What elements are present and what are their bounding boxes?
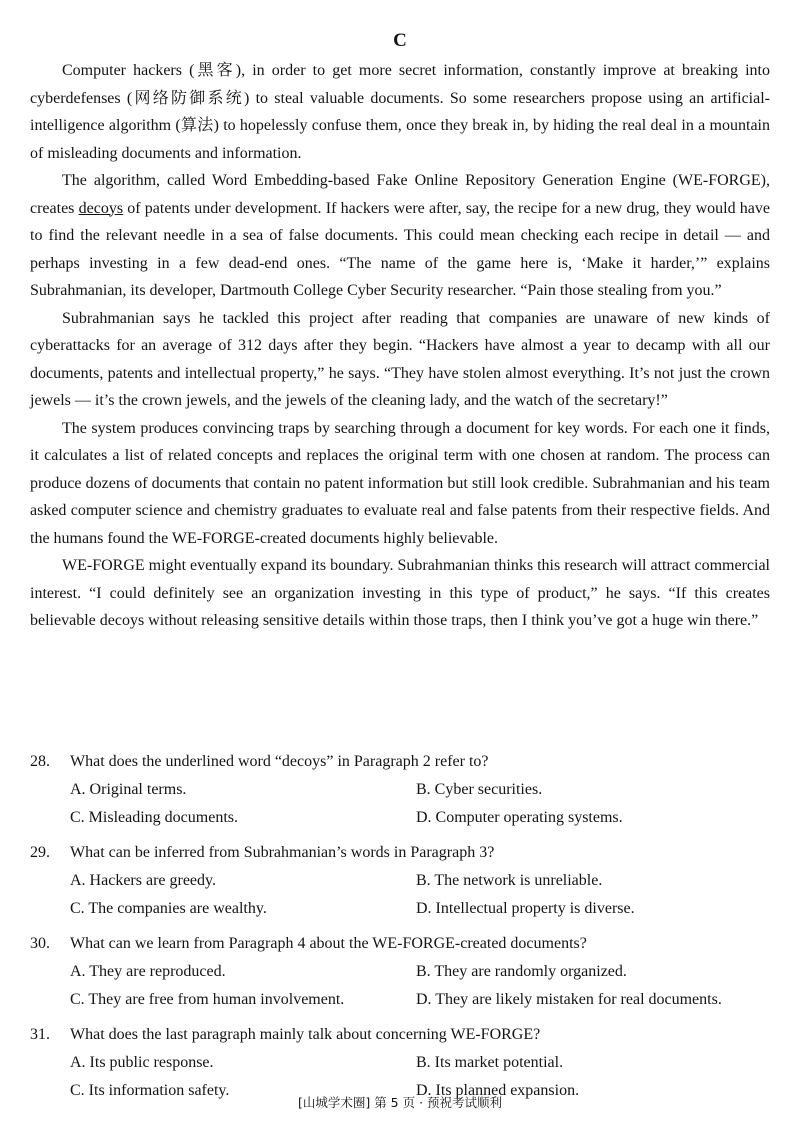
question-number: 31. bbox=[30, 1026, 50, 1043]
option-b: B. The network is unreliable. bbox=[416, 872, 603, 889]
question-list bbox=[30, 748, 770, 1112]
option-d: D. Computer operating systems. bbox=[416, 809, 623, 826]
question-number: 29. bbox=[30, 844, 50, 861]
paragraph-3: Subrahmanian says he tackled this project after reading that companies are unaware of new kinds of cyberattacks for an average of 312 days after they begin. “Hackers have almost a year to decamp with all our documents, patents and intellectual property,” he says. “They have stolen almost everything. It’s not just the crown jewels — it’s the crown jewels, and the jewels of the cleaning lady, and the watch of the secretary!” bbox=[30, 309, 770, 409]
question-stem: What can we learn from Paragraph 4 about the WE-FORGE-created documents? bbox=[70, 935, 587, 952]
option-b: B. They are randomly organized. bbox=[416, 963, 627, 980]
paragraph-2 bbox=[30, 167, 770, 305]
paragraph-1: Computer hackers (黑客), in order to get more secret information, constantly improve at breaking into cyberdefenses (网络防御系统) to steal valuable documents. So some researchers propose using an artificial-intelligence algorithm (算法) to hopelessly confuse them, once they break in, by hiding the real deal in a mountain of misleading documents and information. bbox=[30, 62, 770, 162]
question-number: 30. bbox=[30, 935, 50, 952]
option-a: A. Original terms. bbox=[70, 781, 187, 798]
option-b: B. Its market potential. bbox=[416, 1054, 564, 1071]
reading-passage bbox=[30, 57, 770, 635]
question-stem: What does the last paragraph mainly talk about concerning WE-FORGE? bbox=[70, 1026, 541, 1043]
option-c: C. The companies are wealthy. bbox=[70, 900, 267, 917]
question-28 bbox=[30, 748, 770, 832]
section-letter: C bbox=[393, 30, 407, 51]
option-a: A. Its public response. bbox=[70, 1054, 214, 1071]
option-a: A. They are reproduced. bbox=[70, 963, 226, 980]
option-a: A. Hackers are greedy. bbox=[70, 872, 216, 889]
option-d: D. Intellectual property is diverse. bbox=[416, 900, 635, 917]
question-30 bbox=[30, 930, 770, 1014]
paragraph-2-rest: of patents under development. If hackers were after, say, the recipe for a new drug, they would have to find the relevant needle in a sea of false documents. This could mean checking each recipe in detail — and perhaps investing in a few dead-end ones. “The name of the game here is, ‘Make it harder,’” explains Subrahmanian, its developer, Dartmouth College Cyber Security researcher. “Pain those stealing from you.” bbox=[30, 199, 771, 299]
option-c: C. Its information safety. bbox=[70, 1082, 230, 1099]
option-b: B. Cyber securities. bbox=[416, 781, 543, 798]
question-number: 28. bbox=[30, 753, 50, 770]
option-d: D. They are likely mistaken for real documents. bbox=[416, 991, 722, 1008]
option-d: D. Its planned expansion. bbox=[416, 1082, 580, 1099]
option-c: C. Misleading documents. bbox=[70, 809, 238, 826]
paragraph-4: The system produces convincing traps by searching through a document for key words. For each one it finds, it calculates a list of related concepts and replaces the original term with one chosen at random. The process can produce dozens of documents that contain no patent information but still look credible. Subrahmanian and his team asked computer science and chemistry graduates to evaluate real and false patents from their respective fields. And the humans found the WE-FORGE-created documents highly believable. bbox=[30, 419, 770, 547]
underlined-word-decoys: decoys bbox=[78, 199, 124, 217]
paragraph-2-start: The algorithm, called Word Embedding-based Fake Online Repository Generation Engine (WE-FORGE), creates bbox=[30, 172, 770, 217]
option-c: C. They are free from human involvement. bbox=[70, 991, 345, 1008]
question-stem: What can be inferred from Subrahmanian’s words in Paragraph 3? bbox=[70, 844, 495, 861]
question-29 bbox=[30, 839, 770, 923]
page-footer: [山城学术圈] 第 5 页 · 预祝考试顺利 bbox=[297, 1095, 503, 1110]
question-stem: What does the underlined word “decoys” in Paragraph 2 refer to? bbox=[70, 753, 489, 770]
paragraph-5: WE-FORGE might eventually expand its boundary. Subrahmanian thinks this research will attract commercial interest. “I could definitely see an organization investing in this type of product,” he says. “If this creates believable decoys without releasing sensitive details within those traps, then I think you’ve got a huge win there.” bbox=[30, 557, 770, 629]
